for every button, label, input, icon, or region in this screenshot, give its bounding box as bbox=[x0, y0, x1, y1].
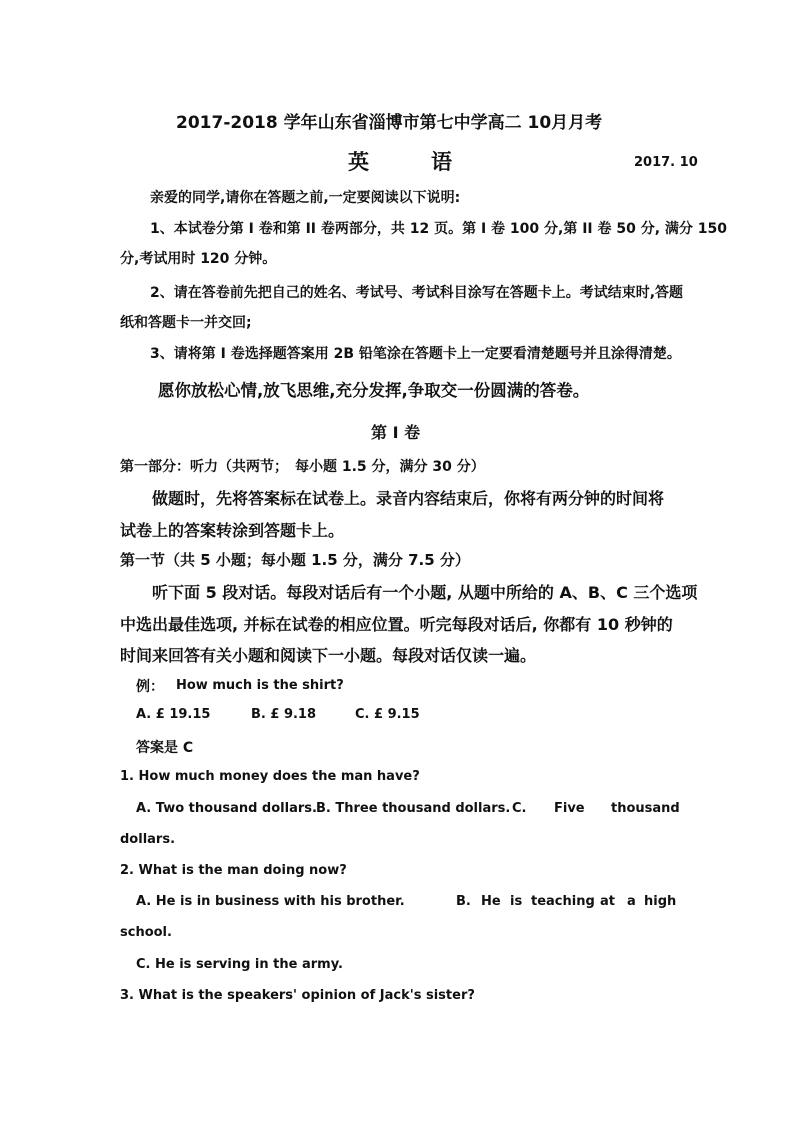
example-answer: 答案是 C bbox=[136, 740, 194, 756]
section1-line2: 中选出最佳选项, 并标在试卷的相应位置。听完每段对话后, 你都有 10 秒钟的 bbox=[120, 615, 673, 634]
instruction-2-line1: 2、请在答卷前先把自己的姓名、考试号、考试科目涂写在答题卡上。考试结束时,答题 bbox=[150, 285, 684, 301]
part1-heading: 第一部分：听力（共两节； 每小题 1.5 分，满分 30 分） bbox=[120, 459, 485, 475]
question-1-option-c-word2: thousand bbox=[611, 801, 680, 816]
question-1-option-a: A. Two thousand dollars. bbox=[136, 801, 317, 816]
example-option-a: A. £ 19.15 bbox=[136, 707, 211, 722]
example-question: How much is the shirt? bbox=[176, 678, 344, 693]
question-2-continuation: school. bbox=[120, 925, 172, 940]
example-option-c: C. £ 9.15 bbox=[355, 707, 420, 722]
section1-line1: 听下面 5 段对话。每段对话后有一个小题, 从题中所给的 A、B、C 三个选项 bbox=[152, 583, 698, 602]
instruction-1-line1: 1、本试卷分第 I 卷和第 II 卷两部分，共 12 页。第 I 卷 100 分,第 II 卷 50 分, 满分 150 bbox=[150, 221, 728, 237]
question-1-option-c-label: C. bbox=[512, 801, 527, 816]
question-2-option-a: A. He is in business with his brother. bbox=[136, 894, 405, 909]
question-2-option-b-w6: a bbox=[627, 894, 636, 909]
instruction-1-line2: 分,考试用时 120 分钟。 bbox=[120, 251, 277, 267]
subject-left-char: 英 bbox=[348, 150, 369, 174]
question-1-continuation: dollars. bbox=[120, 832, 176, 847]
exam-title: 2017-2018 学年山东省淄博市第七中学高二 10月月考 bbox=[176, 113, 603, 133]
question-2-option-b-w2: He bbox=[481, 894, 501, 909]
question-2-option-b-w7: high bbox=[644, 894, 677, 909]
instruction-3: 3、请将第 I 卷选择题答案用 2B 铅笔涂在答题卡上一定要看清楚题号并且涂得清楚。 bbox=[150, 346, 681, 362]
example-option-b: B. £ 9.18 bbox=[251, 707, 317, 722]
example-label: 例： bbox=[136, 679, 164, 695]
question-2-option-b-w3: is bbox=[510, 894, 523, 909]
section1-heading: 第一节（共 5 小题；每小题 1.5 分，满分 7.5 分） bbox=[120, 551, 470, 569]
question-3-stem: 3. What is the speakers' opinion of Jack's sister? bbox=[120, 988, 475, 1003]
instructions-greeting: 亲爱的同学,请你在答题之前,一定要阅读以下说明: bbox=[150, 190, 461, 206]
question-2-option-b-w5: at bbox=[600, 894, 615, 909]
instruction-2-line2: 纸和答题卡一并交回; bbox=[120, 315, 252, 331]
question-2-option-b-w4: teaching bbox=[531, 894, 595, 909]
exam-date: 2017. 10 bbox=[634, 155, 698, 170]
section1-line3: 时间来回答有关小题和阅读下一小题。每段对话仅读一遍。 bbox=[120, 646, 537, 665]
question-1-stem: 1. How much money does the man have? bbox=[120, 769, 420, 784]
question-2-option-c: C. He is serving in the army. bbox=[136, 957, 343, 972]
question-1-option-b: B. Three thousand dollars. bbox=[316, 801, 511, 816]
motto: 愿你放松心情,放飞思维,充分发挥,争取交一份圆满的答卷。 bbox=[158, 381, 590, 400]
question-2-option-b-w1: B. bbox=[456, 894, 471, 909]
question-1-option-c-word1: Five bbox=[554, 801, 585, 816]
subject-right-char: 语 bbox=[431, 150, 452, 174]
volume-heading: 第 I 卷 bbox=[371, 423, 421, 442]
question-2-stem: 2. What is the man doing now? bbox=[120, 863, 347, 878]
part1-desc-line1: 做题时，先将答案标在试卷上。录音内容结束后，你将有两分钟的时间将 bbox=[152, 489, 665, 508]
part1-desc-line2: 试卷上的答案转涂到答题卡上。 bbox=[120, 521, 345, 540]
